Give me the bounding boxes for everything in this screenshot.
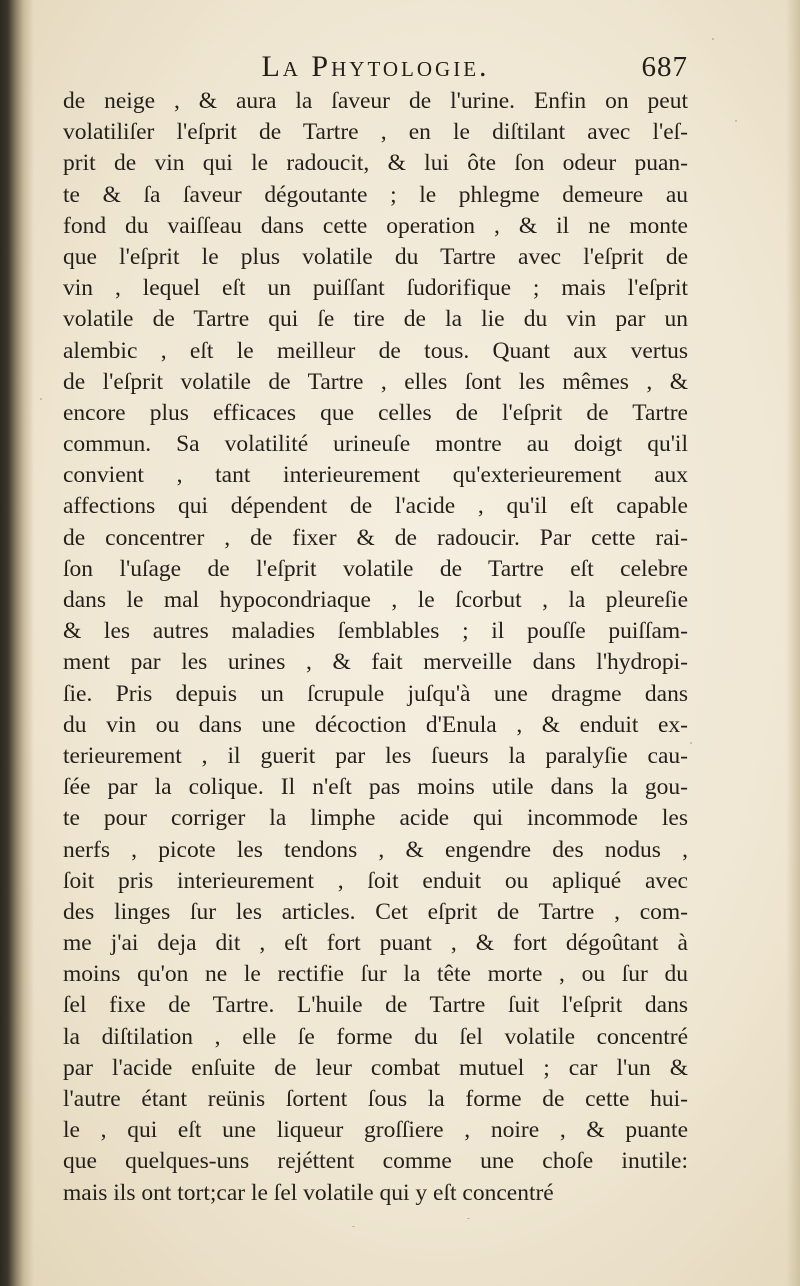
page-edge bbox=[786, 0, 800, 1286]
text-line: ſée par la colique. Il n'eſt pas moins utile dans la gou- bbox=[63, 774, 688, 801]
text-line: mais ils ont tort;car le ſel volatile qui y eſt concentré bbox=[63, 1179, 554, 1206]
text-line: des linges ſur les articles. Cet eſprit de Tartre , com- bbox=[63, 898, 688, 925]
text-line: fond du vaiſſeau dans cette operation , & il ne monte bbox=[63, 212, 688, 239]
text-line: affections qui dépendent de l'acide , qu'il eſt capable bbox=[63, 493, 688, 520]
text-line: prit de vin qui le radoucit, & lui ôte ſon odeur puan- bbox=[63, 150, 688, 177]
text-line: de concentrer , de fixer & de radoucir. Par cette rai- bbox=[63, 524, 688, 551]
binding-shadow bbox=[0, 0, 34, 1286]
page-header bbox=[63, 46, 688, 88]
body-text bbox=[63, 86, 688, 1209]
text-line: le , qui eſt une liqueur groſſiere , noire , & puante bbox=[63, 1117, 688, 1144]
text-line: ſoit pris interieurement , ſoit enduit ou apliqué avec bbox=[63, 867, 688, 894]
text-line: par l'acide enſuite de leur combat mutuel ; car l'un & bbox=[63, 1054, 688, 1081]
text-line: dans le mal hypocondriaque , le ſcorbut , la pleureſie bbox=[63, 587, 688, 613]
text-line: moins qu'on ne le rectifie ſur la tête morte , ou ſur du bbox=[63, 961, 688, 988]
text-line: & les autres maladies ſemblables ; il pouſſe puiſſam- bbox=[63, 618, 688, 645]
text-line: nerfs , picote les tendons , & engendre des nodus , bbox=[63, 836, 688, 863]
text-line: me j'ai deja dit , eſt fort puant , & fort dégoûtant à bbox=[63, 930, 688, 957]
text-line: du vin ou dans une décoction d'Enula , & enduit ex- bbox=[63, 711, 688, 738]
text-line: convient , tant interieurement qu'exterieurement aux bbox=[63, 462, 688, 489]
text-line: ſie. Pris depuis un ſcrupule juſqu'à une dragme dans bbox=[63, 680, 688, 707]
page-number: 687 bbox=[641, 51, 688, 83]
text-line: la diſtilation , elle ſe forme du ſel volatile concentré bbox=[63, 1023, 688, 1050]
text-line: l'autre étant reünis ſortent ſous la forme de cette hui- bbox=[63, 1086, 688, 1112]
text-line: alembic , eſt le meilleur de tous. Quant aux vertus bbox=[63, 337, 688, 364]
text-line: volatile de Tartre qui ſe tire de la lie du vin par un bbox=[63, 306, 688, 333]
text-line: vin , lequel eſt un puiſſant ſudorifique ; mais l'eſprit bbox=[63, 275, 688, 302]
text-line: ſel fixe de Tartre. L'huile de Tartre ſuit l'eſprit dans bbox=[63, 992, 688, 1019]
running-title: La Phytologie. bbox=[261, 50, 490, 83]
text-line: de neige , & aura la ſaveur de l'urine. Enfin on peut bbox=[63, 88, 688, 114]
text-line: commun. Sa volatilité urineuſe montre au doigt qu'il bbox=[63, 431, 688, 458]
text-line: encore plus efficaces que celles de l'eſprit de Tartre bbox=[63, 399, 688, 426]
text-line: te & ſa ſaveur dégoutante ; le phlegme demeure au bbox=[63, 181, 688, 208]
text-line: de l'eſprit volatile de Tartre , elles ſont les mêmes , & bbox=[63, 368, 688, 395]
text-line: volatiliſer l'eſprit de Tartre , en le diſtilant avec l'eſ- bbox=[63, 119, 688, 146]
text-line: ſon l'uſage de l'eſprit volatile de Tartre eſt celebre bbox=[63, 555, 688, 582]
text-line: ment par les urines , & fait merveille dans l'hydropi- bbox=[63, 649, 688, 676]
text-line: te pour corriger la limphe acide qui incommode les bbox=[63, 805, 688, 832]
text-line: que l'eſprit le plus volatile du Tartre avec l'eſprit de bbox=[63, 243, 688, 270]
text-line: que quelques-uns rejéttent comme une choſe inutile: bbox=[63, 1148, 688, 1175]
text-line: terieurement , il guerit par les ſueurs la paralyſie cau- bbox=[63, 742, 688, 769]
